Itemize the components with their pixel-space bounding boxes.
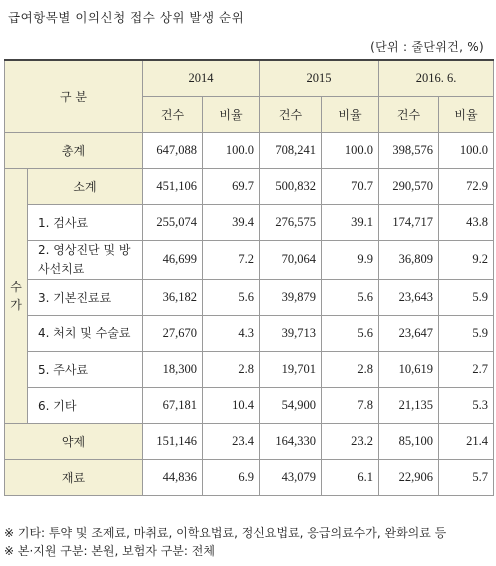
count-cell: 647,088 xyxy=(143,132,203,168)
count-cell: 39,713 xyxy=(260,315,322,351)
header-count: 건수 xyxy=(143,96,203,132)
row-label: 3. 기본진료료 xyxy=(28,279,143,315)
count-cell: 174,717 xyxy=(379,204,439,240)
ratio-cell: 39.1 xyxy=(322,204,379,240)
count-cell: 36,809 xyxy=(379,240,439,279)
row-label: 재료 xyxy=(5,459,143,495)
count-cell: 164,330 xyxy=(260,423,322,459)
count-cell: 151,146 xyxy=(143,423,203,459)
ratio-cell: 2.7 xyxy=(439,351,494,387)
count-cell: 36,182 xyxy=(143,279,203,315)
count-cell: 67,181 xyxy=(143,387,203,423)
table-row xyxy=(5,459,494,495)
row-label: 소계 xyxy=(28,168,143,204)
table-row xyxy=(5,168,494,204)
header-year-2014: 2014 xyxy=(143,60,260,96)
footnotes xyxy=(4,524,446,560)
count-cell: 46,699 xyxy=(143,240,203,279)
table-row xyxy=(5,279,494,315)
ratio-cell: 9.9 xyxy=(322,240,379,279)
ratio-cell: 5.9 xyxy=(439,315,494,351)
count-cell: 44,836 xyxy=(143,459,203,495)
count-cell: 70,064 xyxy=(260,240,322,279)
count-cell: 708,241 xyxy=(260,132,322,168)
row-label: 4. 처치 및 수술료 xyxy=(28,315,143,351)
ratio-cell: 5.6 xyxy=(322,315,379,351)
table-row xyxy=(5,315,494,351)
count-cell: 43,079 xyxy=(260,459,322,495)
ratio-cell: 5.6 xyxy=(203,279,260,315)
footnote: ※ 기타: 투약 및 조제료, 마취료, 이학요법료, 정신요법료, 응급의료수가, 완화의료 등 xyxy=(4,526,447,540)
count-cell: 500,832 xyxy=(260,168,322,204)
ratio-cell: 21.4 xyxy=(439,423,494,459)
page-title: 급여항목별 이의신청 접수 상위 발생 순위 xyxy=(8,10,245,25)
ratio-cell: 6.9 xyxy=(203,459,260,495)
count-cell: 54,900 xyxy=(260,387,322,423)
table-row xyxy=(5,132,494,168)
count-cell: 255,074 xyxy=(143,204,203,240)
ratio-cell: 100.0 xyxy=(203,132,260,168)
row-label: 6. 기타 xyxy=(28,387,143,423)
ratio-cell: 7.2 xyxy=(203,240,260,279)
ratio-cell: 100.0 xyxy=(322,132,379,168)
count-cell: 39,879 xyxy=(260,279,322,315)
count-cell: 290,570 xyxy=(379,168,439,204)
ratio-cell: 5.3 xyxy=(439,387,494,423)
ratio-cell: 5.7 xyxy=(439,459,494,495)
row-label: 총계 xyxy=(5,132,143,168)
ratio-cell: 100.0 xyxy=(439,132,494,168)
count-cell: 10,619 xyxy=(379,351,439,387)
ratio-cell: 39.4 xyxy=(203,204,260,240)
complaints-table xyxy=(4,59,494,496)
footnote: ※ 본·지원 구분: 본원, 보험자 구분: 전체 xyxy=(4,544,215,558)
table-row xyxy=(5,240,494,279)
header-row-years xyxy=(5,60,494,96)
count-cell: 276,575 xyxy=(260,204,322,240)
row-label: 약제 xyxy=(5,423,143,459)
table-row xyxy=(5,387,494,423)
count-cell: 23,643 xyxy=(379,279,439,315)
suga-group-label: 수 가 xyxy=(5,168,28,423)
header-ratio: 비율 xyxy=(439,96,494,132)
header-ratio: 비율 xyxy=(203,96,260,132)
row-label: 5. 주사료 xyxy=(28,351,143,387)
ratio-cell: 69.7 xyxy=(203,168,260,204)
count-cell: 18,300 xyxy=(143,351,203,387)
count-cell: 85,100 xyxy=(379,423,439,459)
ratio-cell: 5.9 xyxy=(439,279,494,315)
row-label: 2. 영상진단 및 방사선치료 xyxy=(28,240,143,279)
count-cell: 21,135 xyxy=(379,387,439,423)
ratio-cell: 23.2 xyxy=(322,423,379,459)
header-count: 건수 xyxy=(260,96,322,132)
ratio-cell: 2.8 xyxy=(322,351,379,387)
header-year-2016: 2016. 6. xyxy=(379,60,494,96)
ratio-cell: 4.3 xyxy=(203,315,260,351)
count-cell: 398,576 xyxy=(379,132,439,168)
header-count: 건수 xyxy=(379,96,439,132)
count-cell: 22,906 xyxy=(379,459,439,495)
ratio-cell: 5.6 xyxy=(322,279,379,315)
header-year-2015: 2015 xyxy=(260,60,379,96)
ratio-cell: 9.2 xyxy=(439,240,494,279)
table-row xyxy=(5,351,494,387)
table-row xyxy=(5,423,494,459)
count-cell: 27,670 xyxy=(143,315,203,351)
row-label: 1. 검사료 xyxy=(28,204,143,240)
ratio-cell: 10.4 xyxy=(203,387,260,423)
ratio-cell: 7.8 xyxy=(322,387,379,423)
ratio-cell: 2.8 xyxy=(203,351,260,387)
count-cell: 19,701 xyxy=(260,351,322,387)
table-row xyxy=(5,204,494,240)
ratio-cell: 72.9 xyxy=(439,168,494,204)
ratio-cell: 43.8 xyxy=(439,204,494,240)
ratio-cell: 6.1 xyxy=(322,459,379,495)
ratio-cell: 23.4 xyxy=(203,423,260,459)
header-ratio: 비율 xyxy=(322,96,379,132)
count-cell: 451,106 xyxy=(143,168,203,204)
unit-note: (단위 : 줄단위건, %) xyxy=(370,40,484,54)
ratio-cell: 70.7 xyxy=(322,168,379,204)
header-category: 구 분 xyxy=(5,60,143,132)
count-cell: 23,647 xyxy=(379,315,439,351)
